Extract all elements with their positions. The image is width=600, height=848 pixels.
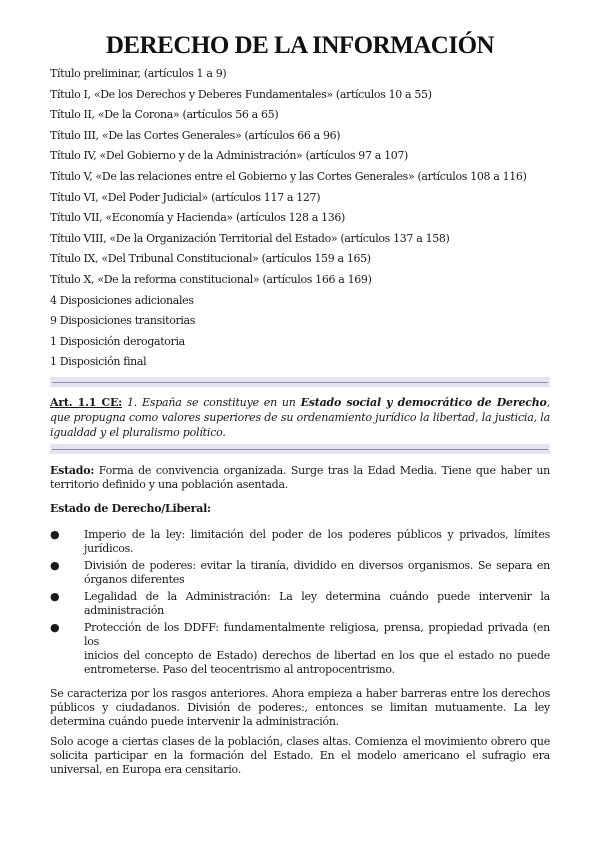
estado-text: Forma de convivencia organizada. Surge tras la Edad Media. Tiene que haber un territorio definido y una población asentada. — [50, 463, 550, 491]
article-text-before: 1. España se constituye en un — [122, 395, 301, 409]
estado-label: Estado: — [50, 463, 95, 477]
estado-definition — [50, 464, 550, 492]
toc-item: 9 Disposiciones transitorias — [50, 314, 196, 328]
paragraph: Solo acoge a ciertas clases de la población, clases altas. Comienza el movimiento obrero que solicita participar en la formación del Estado. En el modelo americano el sufragio era universal, en Europa era censitario. — [50, 734, 550, 776]
bullet-text-first: Protección de los DDFF: fundamentalmente religiosa, prensa, propiedad privada (en los — [84, 620, 550, 648]
section-divider — [50, 444, 550, 454]
article-quote — [50, 395, 550, 440]
bullet-text-rest: inicios del concepto de Estado) derechos de libertad en los que el estado no puede entrometerse. Paso del teocentrismo al antropocentrismo. — [84, 648, 550, 676]
toc-item: Título I, «De los Derechos y Deberes Fundamentales» (artículos 10 a 55) — [50, 87, 432, 101]
bullet-list — [50, 528, 550, 677]
article-text-after: , que propugna como valores superiores de su ordenamiento jurídico la libertad, la justicia, la igualdad y el pluralismo político. — [50, 395, 550, 439]
toc-item: Título X, «De la reforma constitucional» (artículos 166 a 169) — [50, 272, 372, 286]
bullet-text-first: Imperio de la ley: limitación del poder de los poderes públicos y privados, límites — [84, 527, 550, 541]
bullet-icon: ● — [50, 620, 60, 634]
toc-item: Título IX, «Del Tribunal Constitucional» (artículos 159 a 165) — [50, 252, 371, 266]
article-reference: Art. 1.1 CE: — [50, 395, 123, 409]
toc-item: 1 Disposición derogatoria — [50, 334, 185, 348]
article-emphasis: Estado social y democrático de Derecho — [300, 395, 547, 409]
toc-item: Título preliminar, (artículos 1 a 9) — [50, 67, 227, 80]
toc-item: Título II, «De la Corona» (artículos 56 a 65) — [50, 108, 279, 122]
toc-item: Título VIII, «De la Organización Territorial del Estado» (artículos 137 a 158) — [50, 231, 450, 245]
paragraph: Se caracteriza por los rasgos anteriores. Ahora empieza a haber barreras entre los derechos públicos y ciudadanos. División de poderes:, entonces se limitan mutuamente. La ley determina cuándo puede intervenir la administración. — [50, 686, 550, 728]
bullet-item — [50, 528, 550, 556]
bullet-item — [50, 621, 550, 677]
document-title: DERECHO DE LA INFORMACIÓN — [105, 32, 495, 59]
toc-item: Título VI, «Del Poder Judicial» (artículos 117 a 127) — [50, 190, 321, 204]
constitution-structure-list — [50, 64, 550, 373]
estado-derecho-heading: Estado de Derecho/Liberal: — [50, 501, 211, 515]
section-divider — [50, 377, 550, 387]
bullet-item — [50, 559, 550, 587]
toc-item: Título VII, «Economía y Hacienda» (artículos 128 a 136) — [50, 211, 345, 225]
bullet-icon: ● — [50, 589, 60, 603]
bullet-text-rest: órganos diferentes — [84, 572, 185, 586]
bullet-text-rest: jurídicos. — [84, 541, 134, 555]
bullet-text-first: División de poderes: evitar la tiranía, dividido en diversos organismos. Se separa en — [84, 558, 550, 572]
toc-item: Título IV, «Del Gobierno y de la Administración» (artículos 97 a 107) — [50, 149, 408, 163]
toc-item: 1 Disposición final — [50, 355, 147, 369]
bullet-icon: ● — [50, 527, 60, 541]
toc-item: Título V, «De las relaciones entre el Gobierno y las Cortes Generales» (artículos 108 a 116) — [50, 169, 527, 183]
bullet-icon: ● — [50, 558, 60, 572]
bullet-item — [50, 590, 550, 618]
bullet-text-first: Legalidad de la Administración: La ley determina cuándo puede intervenir la — [84, 589, 550, 603]
toc-item: Título III, «De las Cortes Generales» (artículos 66 a 96) — [50, 128, 341, 142]
article-text — [50, 396, 550, 439]
toc-item: 4 Disposiciones adicionales — [50, 293, 194, 307]
bullet-text-rest: administración — [84, 603, 164, 617]
